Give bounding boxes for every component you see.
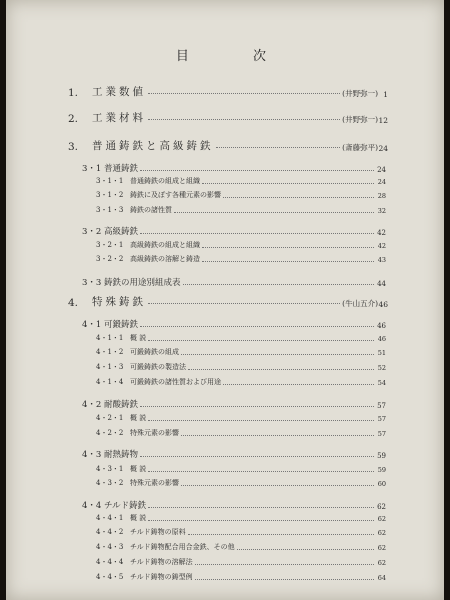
section-title: 鋳鉄の用途別組成表 <box>104 278 181 288</box>
dot-leader <box>148 93 340 94</box>
toc-entry <box>96 557 386 567</box>
section-title: 可鍛鋳鉄 <box>104 320 139 330</box>
page-number: 46 <box>377 322 386 330</box>
page-number: 62 <box>377 544 386 552</box>
section-number: 4・3 <box>82 450 102 460</box>
section-number: 4・2・1 <box>96 414 124 422</box>
toc-entry <box>82 448 386 460</box>
toc-entry <box>96 254 386 264</box>
page-number: 28 <box>377 192 386 200</box>
page-number: 42 <box>377 229 386 237</box>
toc-entry <box>96 176 386 186</box>
dot-leader <box>188 369 374 370</box>
toc-entry <box>82 162 386 174</box>
section-number: 4・1 <box>82 320 102 330</box>
page-number: 60 <box>377 480 386 488</box>
toc-entry <box>82 225 386 237</box>
toc-entry <box>96 205 386 215</box>
toc-entry <box>96 240 386 250</box>
page-number: 51 <box>377 349 386 357</box>
section-title: チルド鋳鉄 <box>104 501 147 511</box>
section-title: チルド鋳物配合用合金鉄、その他 <box>130 543 235 551</box>
section-title: 概 説 <box>130 465 147 473</box>
section-title: 特殊元素の影響 <box>130 479 179 487</box>
dot-leader <box>216 147 341 148</box>
dot-leader <box>181 354 374 355</box>
dot-leader <box>195 564 374 565</box>
page-number: 62 <box>377 503 386 511</box>
section-number: 4・4・2 <box>96 528 124 536</box>
section-number: 3・1・3 <box>96 206 124 214</box>
dot-leader <box>148 420 374 421</box>
section-title: 概 説 <box>130 334 147 342</box>
section-title: 普通鋳鉄の組成と組織 <box>130 177 200 185</box>
section-title: 耐酸鋳鉄 <box>104 400 139 410</box>
section-number: 4・2・2 <box>96 429 124 437</box>
page-number: 44 <box>377 280 386 288</box>
page-number: 57 <box>377 415 386 423</box>
section-number: 3・1・1 <box>96 177 124 185</box>
section-number: 4・3・2 <box>96 479 124 487</box>
toc-entry <box>68 110 388 125</box>
section-title: 高級鋳鉄 <box>104 227 139 237</box>
page-number: 62 <box>377 529 386 537</box>
section-number: 4・1・2 <box>96 348 124 356</box>
dot-leader <box>188 534 374 535</box>
table-of-contents <box>6 0 444 600</box>
section-author: (牛山五介) <box>342 299 378 308</box>
section-title: 普通鋳鉄 <box>104 164 139 174</box>
section-number: 4・4・4 <box>96 558 124 566</box>
dot-leader <box>148 340 374 341</box>
page-number: 46 <box>378 300 388 309</box>
section-title: チルド鋳物の原料 <box>130 528 186 536</box>
page-number: 24 <box>377 178 386 186</box>
book-page <box>6 0 444 600</box>
section-number: 4・1・3 <box>96 363 124 371</box>
page-number: 52 <box>377 364 386 372</box>
page-number: 24 <box>378 144 388 153</box>
dot-leader <box>181 485 374 486</box>
section-author: (井野弥一) <box>342 115 378 124</box>
section-number: 3・2 <box>82 227 102 237</box>
section-number: 4・2 <box>82 400 102 410</box>
dot-leader <box>148 520 374 521</box>
toc-entry <box>96 572 386 582</box>
page-number: 12 <box>378 116 388 125</box>
toc-entry <box>96 413 386 423</box>
dot-leader <box>148 471 374 472</box>
page-number: 62 <box>377 515 386 523</box>
dot-leader <box>202 247 374 248</box>
section-number: 1. <box>68 87 79 99</box>
dot-leader <box>140 233 374 234</box>
dot-leader <box>140 326 374 327</box>
toc-entry <box>68 138 388 153</box>
section-number: 3・2・1 <box>96 241 124 249</box>
section-number: 3. <box>68 141 79 153</box>
page-number: 24 <box>377 166 386 174</box>
page-number: 42 <box>377 242 386 250</box>
page-number: 32 <box>377 207 386 215</box>
section-title: 鋳鉄の諸性質 <box>130 206 172 214</box>
section-title: 特殊元素の影響 <box>130 429 179 437</box>
toc-entry <box>96 347 386 357</box>
dot-leader <box>148 507 374 508</box>
toc-entry <box>96 377 386 387</box>
dot-leader <box>202 261 374 262</box>
page-title: 目 次 <box>175 49 297 64</box>
section-title: 概 説 <box>130 514 147 522</box>
page-number: 64 <box>377 574 386 582</box>
section-number: 3・2・2 <box>96 255 124 263</box>
toc-entry <box>96 542 386 552</box>
section-title: 高級鋳鉄の溶解と鋳造 <box>130 255 200 263</box>
toc-entry <box>96 333 386 343</box>
section-title: 可鍛鋳鉄の製造法 <box>130 363 186 371</box>
toc-entry <box>68 294 388 309</box>
toc-entry <box>96 513 386 523</box>
toc-entry <box>96 428 386 438</box>
toc-entry <box>82 276 386 288</box>
page-number: 54 <box>377 379 386 387</box>
section-title: 鋳鉄に及ぼす各種元素の影響 <box>130 191 221 199</box>
page-number: 1 <box>383 90 388 99</box>
toc-entry <box>96 478 386 488</box>
section-title: 耐熱鋳物 <box>104 450 139 460</box>
toc-entry <box>96 190 386 200</box>
section-number: 3・1・2 <box>96 191 124 199</box>
dot-leader <box>140 170 374 171</box>
toc-entry <box>82 398 386 410</box>
section-title: 可鍛鋳鉄の組成 <box>130 348 179 356</box>
page-number: 59 <box>377 452 386 460</box>
section-number: 4・1・1 <box>96 334 124 342</box>
dot-leader <box>148 119 340 120</box>
section-title: 可鍛鋳鉄の諸性質および用途 <box>130 378 221 386</box>
toc-entry <box>82 318 386 330</box>
section-title: 普通鋳鉄と高級鋳鉄 <box>92 140 214 152</box>
section-title: チルド鋳物の鋳型例 <box>130 573 193 581</box>
section-number: 4・4・1 <box>96 514 124 522</box>
section-number: 4・3・1 <box>96 465 124 473</box>
section-title: チルド鋳物の溶解法 <box>130 558 193 566</box>
section-number: 4・1・4 <box>96 378 124 386</box>
section-number: 4・4・5 <box>96 573 124 581</box>
dot-leader <box>148 303 340 304</box>
section-author: (斎藤弥平) <box>342 143 378 152</box>
section-title: 概 説 <box>130 414 147 422</box>
toc-entry <box>82 499 386 511</box>
dot-leader <box>237 549 374 550</box>
toc-entry <box>96 527 386 537</box>
section-number: 4・4 <box>82 501 102 511</box>
dot-leader <box>183 284 374 285</box>
dot-leader <box>195 579 374 580</box>
section-number: 4・4・3 <box>96 543 124 551</box>
page-number: 57 <box>377 430 386 438</box>
dot-leader <box>223 197 374 198</box>
toc-entry <box>68 84 388 99</box>
page-number: 57 <box>377 402 386 410</box>
toc-entry <box>96 362 386 372</box>
section-number: 3・3 <box>82 278 102 288</box>
dot-leader <box>140 456 374 457</box>
section-number: 2. <box>68 113 79 125</box>
dot-leader <box>181 435 374 436</box>
dot-leader <box>202 183 374 184</box>
section-title: 特殊鋳鉄 <box>92 296 146 308</box>
section-author: (井野弥一) <box>342 89 378 98</box>
toc-entry <box>96 464 386 474</box>
section-title: 工業材料 <box>92 112 146 124</box>
section-title: 高級鋳鉄の組成と組織 <box>130 241 200 249</box>
section-number: 4. <box>68 297 79 309</box>
page-number: 62 <box>377 559 386 567</box>
dot-leader <box>174 212 374 213</box>
dot-leader <box>140 406 374 407</box>
page-number: 43 <box>377 256 386 264</box>
page-number: 59 <box>377 466 386 474</box>
page-number: 46 <box>377 335 386 343</box>
section-number: 3・1 <box>82 164 102 174</box>
dot-leader <box>223 384 374 385</box>
section-title: 工業数値 <box>92 86 146 98</box>
